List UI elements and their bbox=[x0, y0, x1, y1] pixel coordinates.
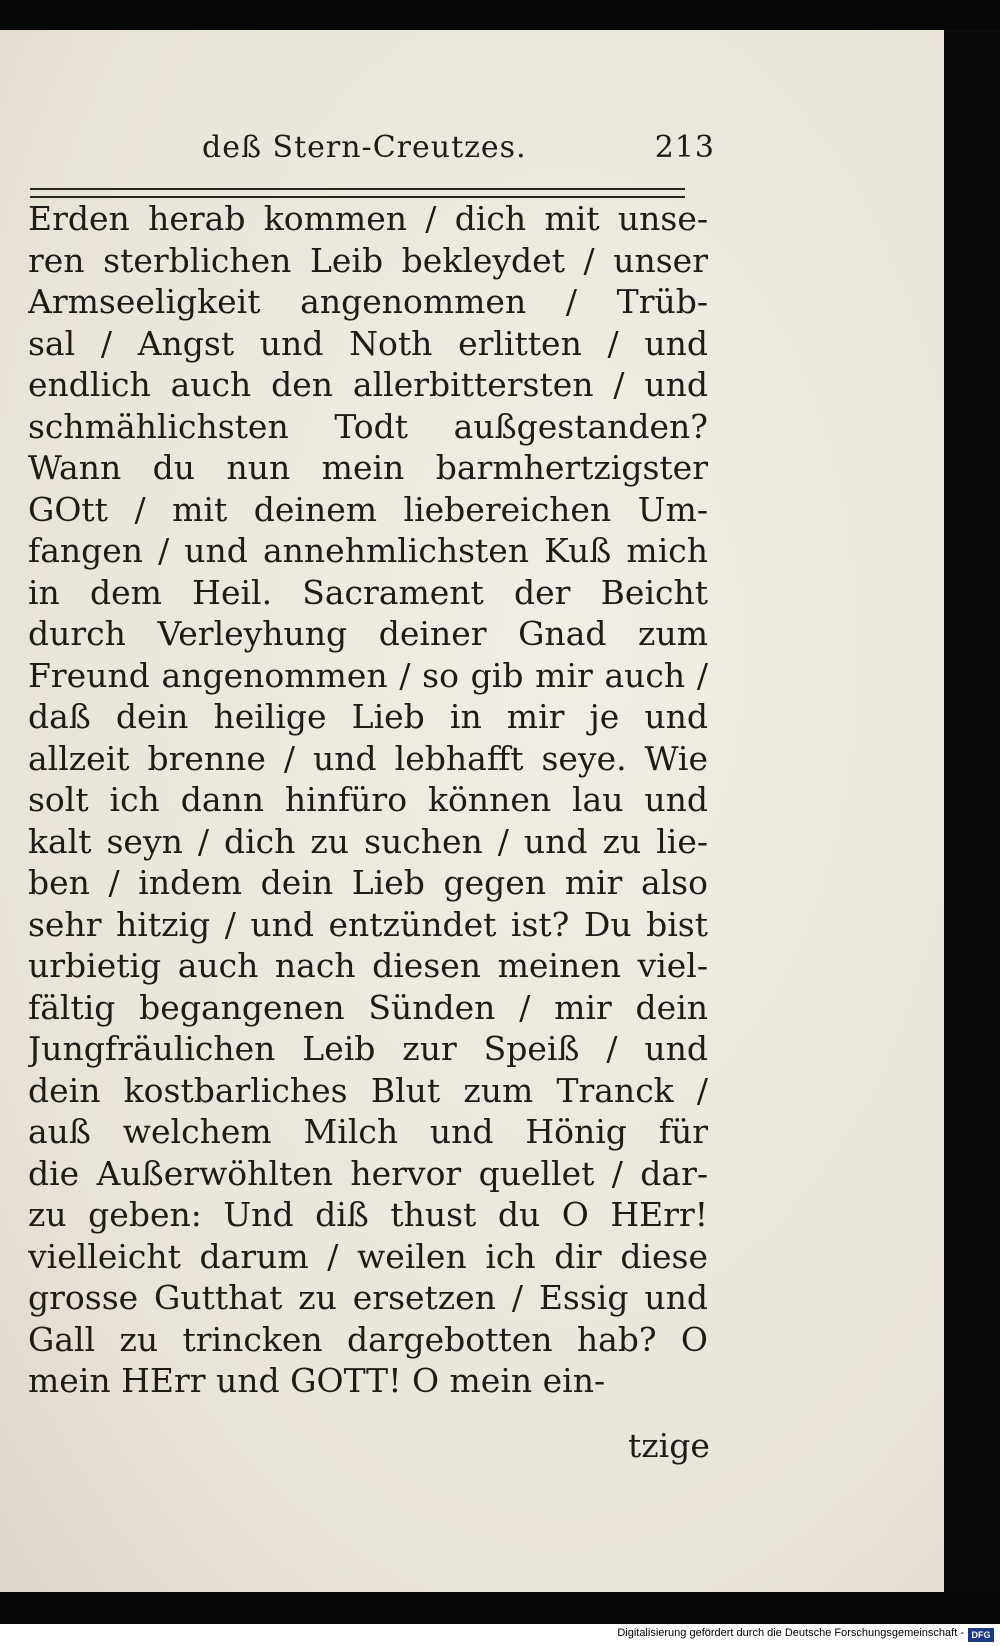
text-line: ren sterblichen Leib bekleydet / unser bbox=[28, 240, 708, 280]
body-text bbox=[28, 198, 708, 1402]
header-rule bbox=[30, 188, 685, 198]
text-line: schmählichsten Todt außgestanden? bbox=[28, 406, 708, 446]
text-line: fältig begangenen Sünden / mir dein bbox=[28, 987, 708, 1027]
text-line: fangen / und annehmlichsten Kuß mich bbox=[28, 531, 708, 570]
text-line: dein kostbarliches Blut zum Tranck / bbox=[28, 1070, 708, 1110]
text-line: Jungfräulichen Leib zur Speiß / und bbox=[28, 1029, 708, 1068]
text-line: daß dein heilige Lieb in mir je und bbox=[28, 697, 708, 736]
text-line: Armseeligkeit angenommen / Trüb- bbox=[28, 282, 708, 321]
text-line: allzeit brenne / und lebhafft seye. Wie bbox=[28, 738, 708, 778]
text-line: in dem Heil. Sacrament der Beicht bbox=[28, 572, 708, 612]
text-line: Erden herab kommen / dich mit unse- bbox=[28, 199, 708, 238]
footer-credit: Digitalisierung gefördert durch die Deutsche Forschungsgemeinschaft - bbox=[617, 1627, 964, 1639]
text-line: sal / Angst und Noth erlitten / und bbox=[28, 323, 708, 363]
text-line: mein HErr und GOTT! O mein ein- bbox=[28, 1361, 606, 1400]
text-line: zu geben: Und diß thust du O HErr! bbox=[28, 1195, 708, 1234]
text-line: vielleicht darum / weilen ich dir diese bbox=[28, 1236, 708, 1276]
text-line: GOtt / mit deinem liebereichen Um- bbox=[28, 489, 708, 529]
text-line: urbietig auch nach diesen meinen viel- bbox=[28, 946, 708, 985]
text-line: durch Verleyhung deiner Gnad zum bbox=[28, 614, 708, 653]
catchword: tzige bbox=[628, 1426, 710, 1465]
book-spine bbox=[944, 30, 1000, 1592]
text-line: sehr hitzig / und entzündet ist? Du bist bbox=[28, 904, 708, 944]
running-head bbox=[170, 112, 715, 172]
dfg-logo: DFG bbox=[968, 1628, 994, 1642]
text-line: Gall zu trincken dargebotten hab? O bbox=[28, 1319, 708, 1359]
text-line: Wann du nun mein barmhertzigster bbox=[28, 448, 708, 487]
text-line: kalt seyn / dich zu suchen / und zu lie- bbox=[28, 821, 708, 861]
page-number: 213 bbox=[654, 130, 715, 165]
text-line: solt ich dann hinfüro können lau und bbox=[28, 780, 708, 819]
text-line: ben / indem dein Lieb gegen mir also bbox=[28, 863, 708, 902]
text-line: auß welchem Milch und Hönig für bbox=[28, 1112, 708, 1151]
footer-bar bbox=[0, 1624, 1000, 1646]
book-page bbox=[0, 30, 944, 1592]
text-line: grosse Gutthat zu ersetzen / Essig und bbox=[28, 1278, 708, 1317]
running-title: deß Stern-Creutzes. bbox=[202, 130, 527, 165]
text-line: die Außerwöhlten hervor quellet / dar- bbox=[28, 1153, 708, 1193]
text-line: Freund angenommen / so gib mir auch / bbox=[28, 655, 708, 695]
text-line: endlich auch den allerbittersten / und bbox=[28, 365, 708, 404]
